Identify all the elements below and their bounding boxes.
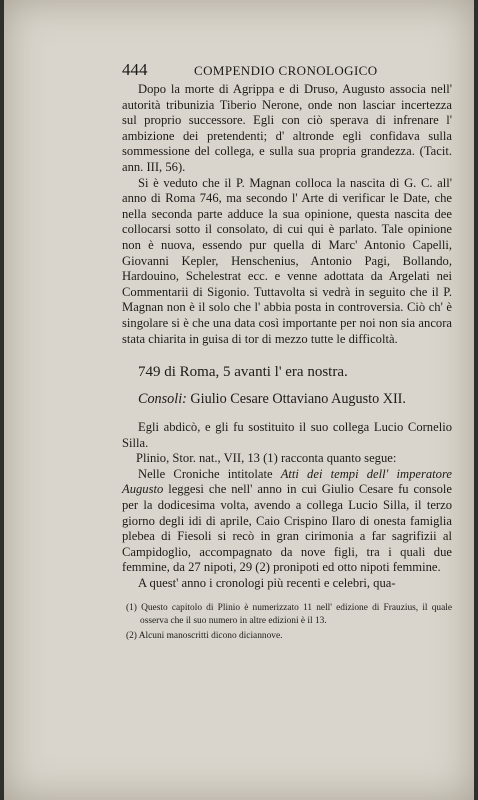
page-header — [122, 60, 452, 80]
footnote-1: (1) Questo capitolo di Plinio è numerizzato 11 nell' edizione di Frauzius, il quale osserva che il suo numero in altre edizioni è il 13. — [126, 603, 452, 626]
paragraph-chronologists: A quest' anno i cronologi più recenti e celebri, qua- — [138, 576, 396, 591]
chronicles-text-b: leggesi che nell' anno in cui Giulio Cesare fu console per la dodicesima volta, avendo a collega Lucio Silla, il terzo giorno degli idi di aprile, Caio Crispino Ilaro di onesta famiglia plebea di Fiesoli si recò in gran cirimonia a far sagrifizii al Campidoglio, accompagnato da nove figli, tra i quali due femmine, da 27 nipoti, 29 (2) pronipoti ed otto nipoti femmine. — [122, 482, 452, 575]
book-page — [4, 0, 474, 800]
consuls-names: Giulio Cesare Ottaviano Augusto XII. — [186, 391, 406, 408]
consuls-line — [122, 391, 452, 408]
paragraph-abdication: Egli abdicò, e gli fu sostituito il suo collega Lucio Cornelio Silla. — [122, 420, 452, 450]
paragraph-magnan: Si è veduto che il P. Magnan colloca la nascita di G. C. all' anno di Roma 746, ma secondo l' Arte di verificar le Date, che nella seconda parte adduce la sua opinione, questa nascita dee collocarsi sotto il consolato, di cui qui è parlato. Tale opinione non è nuova, essendo pur quella di Marc' Antonio Capelli, Giovanni Kepler, Henschenius, Antonio Pagi, Bollando, Hardouino, Schelestrat ecc. e venne adottata da Argelati nei Commentarii di Sigonio. Tuttavolta si vedrà in seguito che il P. Magnan non è il solo che l' abbia posta in controversia. Ciò ch' è singolare si è che una data così importante per noi non sia ancora stata chiarita in guisa di tor di mezzo tutte le difficoltà. — [122, 175, 452, 346]
paragraph-chronicles — [122, 467, 452, 576]
page-number: 444 — [122, 60, 148, 79]
consuls-label: Consoli: — [138, 391, 187, 408]
footnotes — [122, 602, 452, 646]
year-heading: 749 di Roma, 5 avanti l' era nostra. — [138, 364, 348, 381]
running-title: COMPENDIO CRONOLOGICO — [194, 63, 378, 78]
footnote-2: (2) Alcuni manoscritti dicono diciannove. — [126, 631, 283, 642]
paragraph-agrippa: Dopo la morte di Agrippa e di Druso, Augusto associa nell' autorità tribunizia Tiberio Nerone, onde non lasciar incertezza sul proprio successore. Egli con ciò sperava di infrenare l' ambizione dei pretendenti; d' altronde egli confidava sulla sommessione del collega, e sulla sua propria grandezza. (Tacit. ann. III, 56). — [122, 82, 452, 174]
chronicles-title: Atti dei tempi dell' imperatore Augusto — [122, 466, 452, 497]
chronicles-text-a: Nelle Croniche intitolate — [138, 466, 281, 481]
paragraph-pliny: Plinio, Stor. nat., VII, 13 (1) racconta quanto segue: — [136, 451, 397, 466]
main-text — [122, 82, 452, 592]
